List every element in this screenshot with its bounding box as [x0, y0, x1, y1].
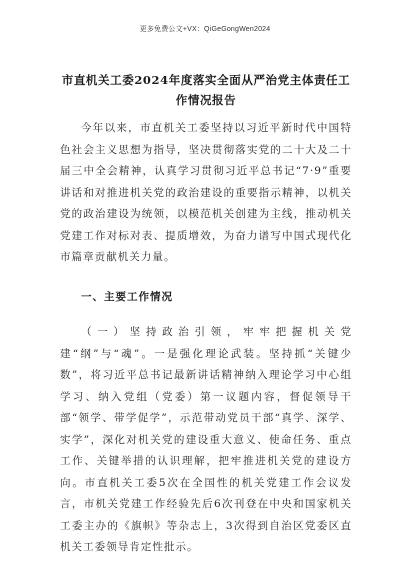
header-note: 更多免费公文+VX：QiGeGongWen2024 [139, 26, 271, 33]
section-paragraph: （一）坚持政治引领，牢牢把握机关党建“纲”与“魂”。一是强化理论武装。坚持抓“关键少数”，将习近平总书记最新讲话精神纳入理论学习中心组学习、纳入党组（党委）第一议题内容，督促领导干部“领学、带学促学”，示范带动党员干部“真学、深学、实学”，深化对机关党的建设重大意义、使命任务、重点工作、关键举措的认识理解，把牢推进机关党的建设方向。市直机关工委5次在全国性的机关党建工作会议发言，市机关党建工作经验先后6次刊登在中央和国家机关工委主办的《旗帜》等杂志上，3次得到自治区党委区直机关工委领导肯定性批示。 [60, 326, 352, 553]
section-heading: 一、主要工作情况 [81, 291, 173, 303]
intro-paragraph: 今年以来，市直机关工委坚持以习近平新时代中国特色社会主义思想为指导，坚决贯彻落实党的二十大及二十届三中全会精神，认真学习贯彻习近平总书记“7·9”重要讲话和对推进机关党的政治建设的重要指示精神，以机关党的政治建设为统领，以模范机关创建为主线，推动机关党建工作对标对表、提质增效，为奋力谱写中国式现代化市篇章贡献机关力量。 [60, 122, 352, 263]
document-title: 市直机关工委2024年度落实全面从严治党主体责任工作情况报告 [61, 73, 351, 107]
